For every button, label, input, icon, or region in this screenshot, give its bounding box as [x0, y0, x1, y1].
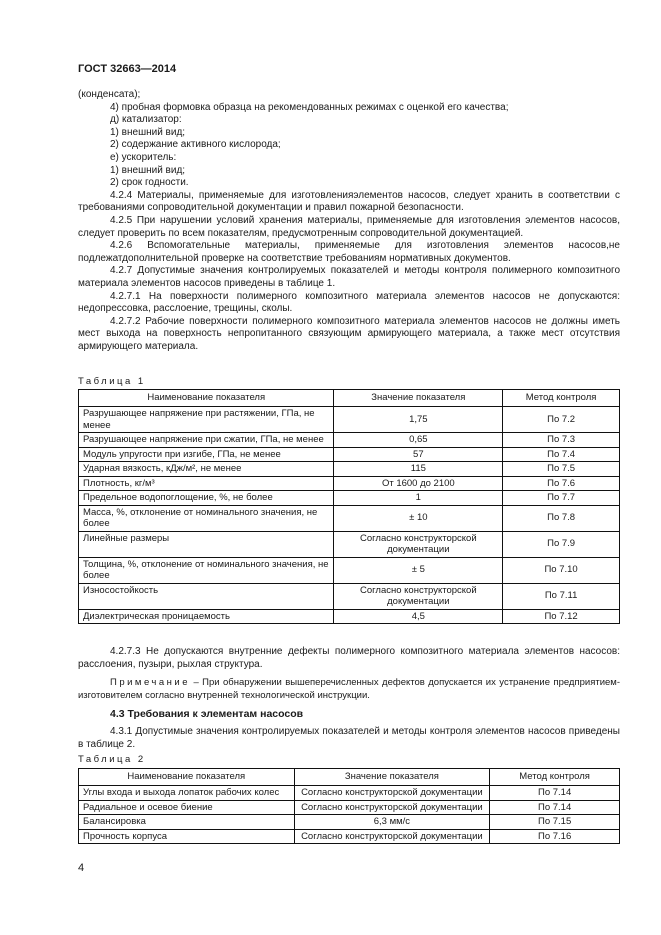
paragraph-4-2-5: 4.2.5 При нарушении условий хранения материалы, применяемые для изготовления элементов насосов, следует проверить по всем показателям, предусмотренным сопроводительной документацией.	[78, 214, 620, 239]
table1-wrapper	[78, 389, 620, 624]
indicator-value-cell: Согласно конструкторской документации	[334, 531, 503, 557]
control-method-cell: По 7.16	[490, 829, 620, 844]
control-method-cell: По 7.14	[490, 786, 620, 801]
table1-caption: Таблица 1	[78, 376, 146, 387]
column-header: Наименование показателя	[79, 390, 334, 407]
control-method-cell: По 7.12	[503, 609, 620, 624]
control-method-cell: По 7.4	[503, 447, 620, 462]
indicator-value-cell: ± 10	[334, 505, 503, 531]
indicator-name-cell: Балансировка	[79, 815, 295, 830]
control-method-cell: По 7.3	[503, 433, 620, 448]
intro-line: 4) пробная формовка образца на рекомендованных режимах с оценкой его качества;	[110, 101, 509, 113]
table-row	[79, 829, 620, 844]
indicator-value-cell: Согласно конструкторской документации	[294, 786, 490, 801]
indicator-name-cell: Масса, %, отклонение от номинального значения, не более	[79, 505, 334, 531]
control-method-cell: По 7.9	[503, 531, 620, 557]
paragraph-4-2-4: 4.2.4 Материалы, применяемые для изготовленияэлементов насосов, следует хранить в соответствии с требованиями сопроводительной документации и правил пожарной безопасности.	[78, 189, 620, 214]
intro-line: е) ускоритель:	[110, 151, 177, 163]
column-header: Значение показателя	[334, 390, 503, 407]
page-number: 4	[78, 862, 85, 874]
table-row	[79, 531, 620, 557]
note	[78, 677, 620, 702]
paragraph-4-2-7-1: 4.2.7.1 На поверхности полимерного композитного материала элементов насосов не допускаются: недопрессовка, расслоение, трещины, сколы.	[78, 290, 620, 315]
indicator-value-cell: 4,5	[334, 609, 503, 624]
column-header: Метод контроля	[490, 769, 620, 786]
control-method-cell: По 7.11	[503, 583, 620, 609]
document-header: ГОСТ 32663—2014	[78, 63, 177, 75]
table-row	[79, 476, 620, 491]
table-header-row	[79, 769, 620, 786]
indicator-name-cell: Разрушающее напряжение при растяжении, ГПа, не менее	[79, 407, 334, 433]
control-method-cell: По 7.8	[503, 505, 620, 531]
table2-caption: Таблица 2	[78, 754, 146, 765]
intro-line: д) катализатор:	[110, 114, 182, 126]
column-header: Значение показателя	[294, 769, 490, 786]
table-row	[79, 815, 620, 830]
indicator-value-cell: 1	[334, 491, 503, 506]
indicator-value-cell: Согласно конструкторской документации	[294, 800, 490, 815]
paragraph-4-3-1: 4.3.1 Допустимые значения контролируемых показателей и методы контроля элементов насосов приведены в таблице 2.	[78, 725, 620, 750]
body-text-top	[78, 89, 620, 353]
table-row	[79, 462, 620, 477]
table-row	[79, 786, 620, 801]
indicator-value-cell: Согласно конструкторской документации	[294, 829, 490, 844]
indicator-name-cell: Линейные размеры	[79, 531, 334, 557]
indicator-name-cell: Разрушающее напряжение при сжатии, ГПа, не менее	[79, 433, 334, 448]
indicator-value-cell: 1,75	[334, 407, 503, 433]
control-method-cell: По 7.15	[490, 815, 620, 830]
intro-line: 1) внешний вид;	[110, 164, 186, 176]
intro-line: 2) срок годности.	[110, 177, 189, 189]
table-row	[79, 433, 620, 448]
indicator-value-cell: От 1600 до 2100	[334, 476, 503, 491]
paragraph-4-2-6: 4.2.6 Вспомогательные материалы, применяемые для изготовления элементов насосов,не подлежатдополнительной проверке на соответствие требованиям нормативных документов.	[78, 240, 620, 264]
intro-line: (конденсата);	[78, 89, 141, 100]
body-text-after-table1	[78, 646, 620, 751]
indicator-name-cell: Прочность корпуса	[79, 829, 295, 844]
column-header: Метод контроля	[503, 390, 620, 407]
table2-wrapper	[78, 768, 620, 844]
indicator-value-cell: Согласно конструкторской документации	[334, 583, 503, 609]
table1	[78, 389, 620, 624]
indicator-name-cell: Плотность, кг/м³	[79, 476, 334, 491]
intro-line: 2) содержание активного кислорода;	[110, 139, 281, 151]
paragraph-4-2-7-3: 4.2.7.3 Не допускаются внутренние дефекты полимерного композитного материала элементов насосов: расслоения, пузыри, рыхлая структура.	[78, 646, 620, 670]
paragraph-4-2-7: 4.2.7 Допустимые значения контролируемых показателей и методы контроля полимерного композитного материала элементов насосов приведены в таблице 1.	[78, 265, 620, 289]
control-method-cell: По 7.2	[503, 407, 620, 433]
column-header: Наименование показателя	[79, 769, 295, 786]
table-row	[79, 491, 620, 506]
indicator-name-cell: Ударная вязкость, кДж/м², не менее	[79, 462, 334, 477]
indicator-value-cell: 57	[334, 447, 503, 462]
intro-line: 1) внешний вид;	[110, 126, 186, 138]
indicator-name-cell: Радиальное и осевое биение	[79, 800, 295, 815]
table-header-row	[79, 390, 620, 407]
indicator-name-cell: Толщина, %, отклонение от номинального значения, не более	[79, 557, 334, 583]
table-row	[79, 609, 620, 624]
table-row	[79, 407, 620, 433]
indicator-value-cell: 115	[334, 462, 503, 477]
paragraph-4-2-7-2: 4.2.7.2 Рабочие поверхности полимерного композитного материала элементов насосов не должны иметь мест выхода на поверхность непропитанного связующим армирующего материала, а также мест отсутствия армирующего материала.	[78, 315, 620, 352]
table2	[78, 768, 620, 844]
control-method-cell: По 7.10	[503, 557, 620, 583]
table-row	[79, 583, 620, 609]
indicator-name-cell: Модуль упругости при изгибе, ГПа, не менее	[79, 447, 334, 462]
indicator-value-cell: 6,3 мм/с	[294, 815, 490, 830]
indicator-value-cell: 0,65	[334, 433, 503, 448]
indicator-name-cell: Предельное водопоглощение, %, не более	[79, 491, 334, 506]
note-text: – При обнаружении вышеперечисленных дефектов допускается их устранение предприятием-изготовителем согласно внутренней технологической инструкции.	[78, 677, 620, 701]
table-row	[79, 557, 620, 583]
table-row	[79, 447, 620, 462]
control-method-cell: По 7.7	[503, 491, 620, 506]
control-method-cell: По 7.5	[503, 462, 620, 477]
indicator-name-cell: Углы входа и выхода лопаток рабочих колес	[79, 786, 295, 801]
control-method-cell: По 7.6	[503, 476, 620, 491]
indicator-name-cell: Диэлектрическая проницаемость	[79, 609, 334, 624]
indicator-value-cell: ± 5	[334, 557, 503, 583]
section-heading: 4.3 Требования к элементам насосов	[110, 708, 304, 721]
control-method-cell: По 7.14	[490, 800, 620, 815]
table-row	[79, 505, 620, 531]
note-label: Примечание	[110, 677, 190, 689]
table-row	[79, 800, 620, 815]
indicator-name-cell: Износостойкость	[79, 583, 334, 609]
